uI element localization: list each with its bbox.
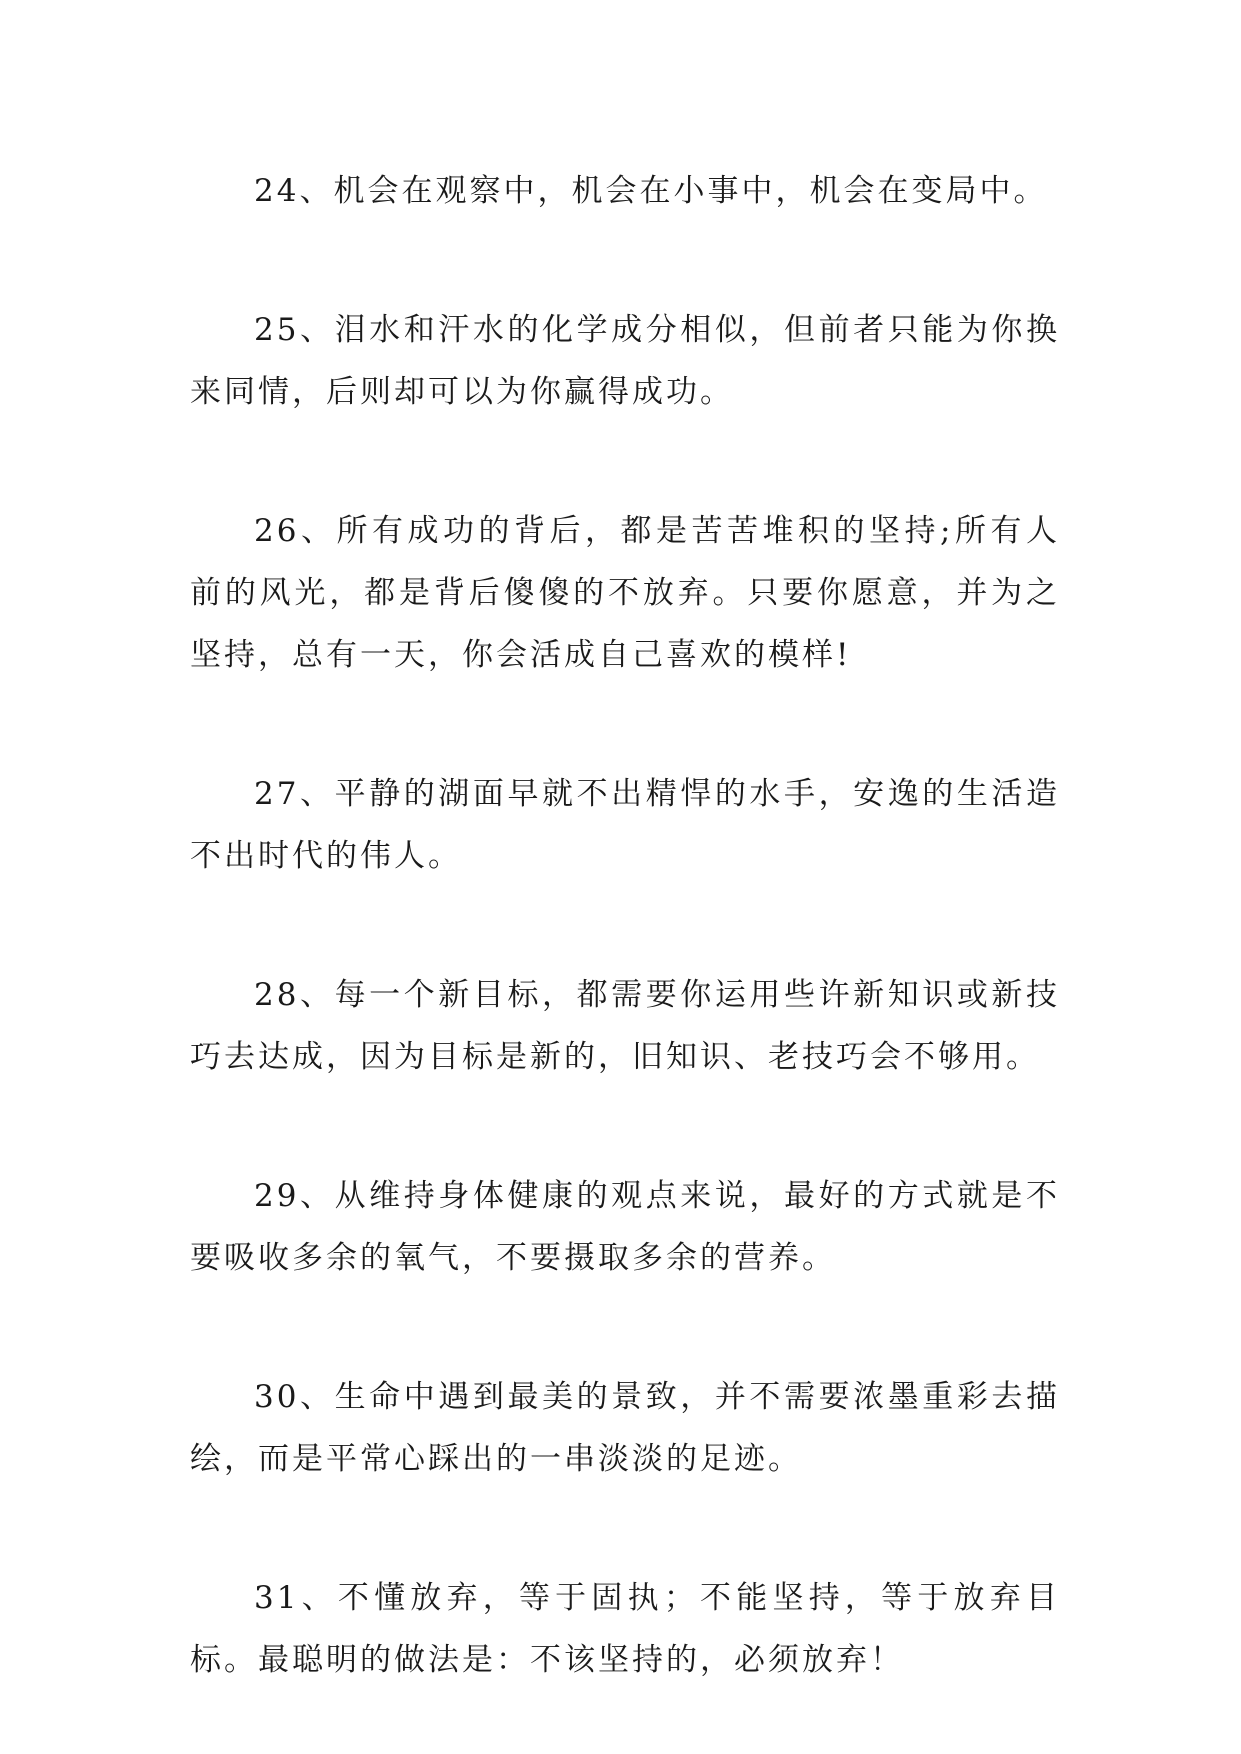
paragraph-31: 31、不懂放弃，等于固执；不能坚持，等于放弃目标。最聪明的做法是：不该坚持的，必须放弃！ [190, 1580, 1060, 1678]
document-body [190, 160, 1060, 1691]
paragraph-28: 28、每一个新目标，都需要你运用些许新知识或新技巧去达成，因为目标是新的，旧知识、老技巧会不够用。 [190, 977, 1060, 1075]
paragraph-27: 27、平静的湖面早就不出精悍的水手，安逸的生活造不出时代的伟人。 [190, 776, 1060, 874]
paragraph-24: 24、机会在观察中，机会在小事中，机会在变局中。 [254, 173, 1048, 209]
paragraph-30: 30、生命中遇到最美的景致，并不需要浓墨重彩去描绘，而是平常心踩出的一串淡淡的足迹。 [190, 1379, 1060, 1477]
paragraph-29: 29、从维持身体健康的观点来说，最好的方式就是不要吸收多余的氧气，不要摄取多余的营养。 [190, 1178, 1060, 1276]
paragraph-25: 25、泪水和汗水的化学成分相似，但前者只能为你换来同情，后则却可以为你赢得成功。 [190, 312, 1060, 410]
paragraph-26: 26、所有成功的背后，都是苦苦堆积的坚持;所有人前的风光，都是背后傻傻的不放弃。只要你愿意，并为之坚持，总有一天，你会活成自己喜欢的模样! [190, 513, 1060, 673]
